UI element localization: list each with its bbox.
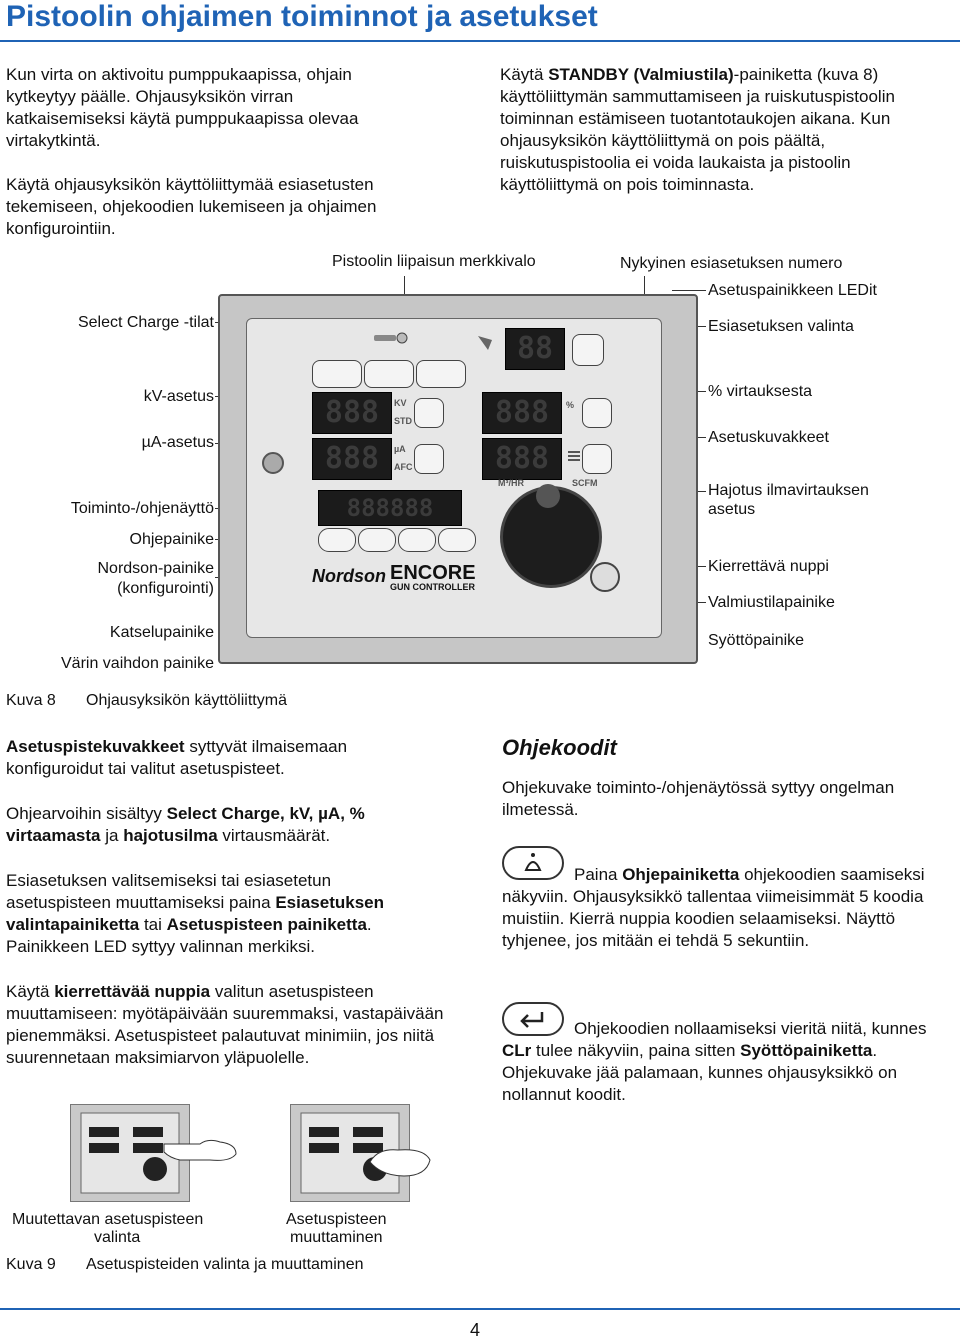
kv-setting-button[interactable] <box>414 398 444 428</box>
callout-preset-number: Nykyinen esiasetuksen numero <box>620 255 843 272</box>
ua-setting-button[interactable] <box>414 444 444 474</box>
select-charge-button-3[interactable] <box>416 360 466 388</box>
page-number: 4 <box>470 1320 481 1340</box>
help-button-paragraph: Paina Ohjepainiketta ohjekoodien saamiseksi näkyviin. Ohjausyksikkö tallentaa viimeisimmät 5 koodia muistiin. Kierrä nuppia koodien selaamiseksi. Näyttö tyhjenee, jos mitään ei tehdä 5 sekuntiin. <box>502 865 925 950</box>
callout-standby-button: Valmiustilapainike <box>708 594 835 611</box>
air-setting-button[interactable] <box>582 444 612 474</box>
setpoint-icons-paragraph: Asetuspistekuvakkeet syttyvät ilmaisemaan konfiguroidut tai valitut asetuspisteet. <box>6 737 348 778</box>
flow-setting-button[interactable] <box>582 398 612 428</box>
reset-codes-paragraph: Ohjekoodien nollaamiseksi vieritä niitä, kunnes CLr tulee näkyviin, paina sitten Syöttöpainiketta. Ohjekuvake jää palamaan, kunnes ohjausyksikkö on nollannut koodit. <box>502 1019 927 1104</box>
setpoint-values-paragraph: Ohjearvoihin sisältyy Select Charge, kV, µA, % virtaamasta ja hajotusilma virtausmäärät. <box>6 804 365 845</box>
mh-tag: M³/HR <box>498 478 524 488</box>
callout-ua-setting: µA-asetus <box>141 434 214 451</box>
percent-flow-display: 888 <box>482 392 562 434</box>
preset-number-display: 88 <box>505 328 565 370</box>
callout-trigger-led: Pistoolin liipaisun merkkivalo <box>332 253 536 270</box>
callout-select-charge: Select Charge -tilat <box>77 314 214 331</box>
intro-paragraph-1: Kun virta on aktivoitu pumppukaapissa, ohjain kytkeytyy päälle. Ohjausyksikön virran katkaisemiseksi käytä pumppukaapissa olevaa virtakytkintä. <box>6 65 359 150</box>
std-tag: STD <box>394 416 412 426</box>
figure9-caption-text: Asetuspisteiden valinta ja muuttaminen <box>86 1256 364 1273</box>
callout-nordson-button: Nordson-painike <box>97 560 214 577</box>
hand-turning-knob-icon <box>364 1142 434 1182</box>
figure9-right-label-2: muuttaminen <box>290 1229 383 1246</box>
footer-rule <box>0 1308 960 1310</box>
standby-paragraph: Käytä STANDBY (Valmiustila)-painiketta (kuva 8) käyttöliittymän sammuttamiseen ja ruiskutuspistoolin toiminnan estämiseen tuotantotaukojen aikana. Kun ohjausyksikön käyttöliittymä on pois päältä, ruiskutuspistoolia ei voida laukaista ja pistoolin käyttöliittymä on pois toiminnasta. <box>500 65 895 194</box>
gun-trigger-led <box>372 330 412 346</box>
callout-help-button: Ohjepainike <box>129 531 214 548</box>
standby-button[interactable] <box>590 562 620 592</box>
callout-atomizing-air-2: asetus <box>708 501 756 518</box>
help-codes-intro: Ohjekuvake toiminto-/ohjenäytössä syttyy ongelman ilmetessä. <box>502 778 895 819</box>
gun-controller-label: GUN CONTROLLER <box>390 582 475 592</box>
callout-setting-icons: Asetuskuvakkeet <box>708 429 829 446</box>
air-icon <box>566 446 582 466</box>
callout-preset-select: Esiasetuksen valinta <box>708 318 854 335</box>
afc-tag: AFC <box>394 462 413 472</box>
side-screw-icon <box>262 452 284 474</box>
title-rule <box>0 40 960 42</box>
ua-tag: µA <box>394 444 406 454</box>
enter-button[interactable] <box>438 528 476 552</box>
finger-pointing-icon <box>160 1130 240 1166</box>
scfm-tag: SCFM <box>572 478 598 488</box>
function-help-display: 888888 <box>318 490 462 526</box>
leader-line <box>672 290 706 291</box>
callout-rotary-knob: Kierrettävä nuppi <box>708 558 829 575</box>
figure9-right-label: Asetuspisteen <box>286 1211 387 1228</box>
encore-logo: ENCORE <box>390 562 476 584</box>
figure9-caption-number: Kuva 9 <box>6 1256 56 1273</box>
preset-select-button[interactable] <box>572 334 604 366</box>
ua-display: 888 <box>312 438 392 480</box>
color-change-button[interactable] <box>398 528 436 552</box>
page-title: Pistoolin ohjaimen toiminnot ja asetukset <box>6 0 598 33</box>
callout-function-display: Toiminto-/ohjenäyttö <box>70 500 214 517</box>
preset-select-paragraph: Esiasetuksen valitsemiseksi tai esiasetetun asetuspisteen muuttamiseksi paina Esiasetuksen valintapainiketta tai Asetuspisteen painiketta. Painikkeen LED syttyy valinnan merkiksi. <box>6 871 384 956</box>
figure9-left-label: Muutettavan asetuspisteen <box>12 1211 204 1228</box>
callout-percent-flow: % virtauksesta <box>708 383 813 400</box>
knob-paragraph: Käytä kierrettävää nuppia valitun asetuspisteen muuttamiseen: myötäpäivään suuremmaksi, vastapäivään pienemmäksi. Asetuspisteet palautuvat minimiin, jos niitä suurennetaan maksimiarvon yläpuolelle. <box>6 982 444 1067</box>
select-charge-button-2[interactable] <box>364 360 414 388</box>
callout-color-change-button: Värin vaihdon painike <box>61 655 214 672</box>
view-button[interactable] <box>358 528 396 552</box>
figure8-caption-number: Kuva 8 <box>6 692 56 709</box>
nordson-logo[interactable]: Nordson <box>312 566 386 586</box>
atomizing-air-display: 888 <box>482 438 562 480</box>
callout-kv-setting: kV-asetus <box>143 388 214 405</box>
callout-setting-button-leds: Asetuspainikkeen LEDit <box>708 282 877 299</box>
intro-paragraph-2: Käytä ohjausyksikön käyttöliittymää esiasetusten tekemiseen, ohjekoodien lukemiseen ja ohjaimen konfigurointiin. <box>6 175 377 238</box>
help-codes-heading: Ohjekoodit <box>502 735 617 760</box>
figure9-left-label-2: valinta <box>94 1229 141 1246</box>
select-charge-button-1[interactable] <box>312 360 362 388</box>
percent-tag: % <box>566 400 575 410</box>
preset-icon <box>476 334 496 352</box>
kv-display: 888 <box>312 392 392 434</box>
callout-view-button: Katselupainike <box>109 624 214 641</box>
figure8-caption-text: Ohjausyksikön käyttöliittymä <box>86 692 287 709</box>
knob-grip-icon <box>536 484 560 508</box>
help-button[interactable] <box>318 528 356 552</box>
callout-atomizing-air: Hajotus ilmavirtauksen <box>708 482 869 499</box>
kv-tag: KV <box>394 398 407 408</box>
callout-nordson-config: (konfigurointi) <box>117 580 214 597</box>
callout-enter-button: Syöttöpainike <box>708 632 805 649</box>
